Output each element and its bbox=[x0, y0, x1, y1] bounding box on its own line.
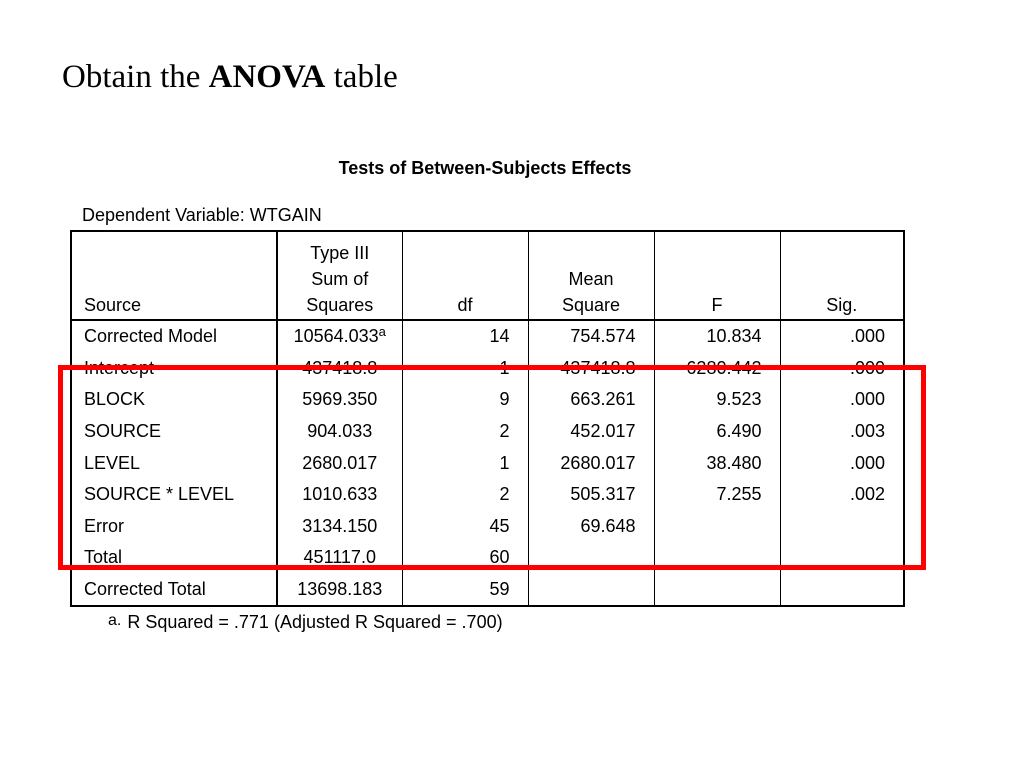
cell-sum-of-squares bbox=[277, 447, 402, 479]
cell-sig-value: .000 bbox=[849, 326, 885, 347]
cell-mean-square bbox=[528, 479, 654, 511]
cell-df-value: 2 bbox=[499, 484, 510, 505]
cell-mean-square bbox=[528, 511, 654, 543]
cell-source bbox=[71, 542, 277, 574]
cell-sig bbox=[780, 320, 904, 353]
cell-sig bbox=[780, 353, 904, 385]
cell-f-value: 6.490 bbox=[716, 421, 762, 442]
cell-sig bbox=[780, 574, 904, 607]
cell-mean-square bbox=[528, 320, 654, 353]
anova-table bbox=[70, 230, 905, 607]
cell-source bbox=[71, 447, 277, 479]
cell-source-value: Intercept bbox=[84, 357, 155, 378]
cell-mean-square-value: 663.261 bbox=[570, 389, 636, 410]
cell-sig-value: .002 bbox=[849, 484, 885, 505]
cell-f bbox=[654, 353, 780, 385]
cell-source-value: Corrected Total bbox=[84, 579, 206, 600]
cell-sum-of-squares bbox=[277, 542, 402, 574]
header-source: Source bbox=[71, 231, 277, 320]
cell-sum-of-squares bbox=[277, 416, 402, 448]
cell-f bbox=[654, 511, 780, 543]
cell-df-value: 45 bbox=[489, 515, 510, 536]
footnote-reference: a bbox=[378, 324, 386, 340]
cell-source-value: BLOCK bbox=[84, 389, 146, 410]
cell-sum-of-squares-value: 2680.017 bbox=[302, 452, 378, 473]
cell-df bbox=[402, 384, 528, 416]
cell-df-value: 1 bbox=[499, 357, 510, 378]
cell-df bbox=[402, 479, 528, 511]
cell-sig bbox=[780, 416, 904, 448]
cell-f bbox=[654, 542, 780, 574]
cell-df-value: 2 bbox=[499, 421, 510, 442]
slide-title-prefix: Obtain the bbox=[62, 59, 209, 95]
cell-mean-square-value: 437418.8 bbox=[560, 357, 636, 378]
cell-df bbox=[402, 542, 528, 574]
table-row bbox=[71, 479, 904, 511]
cell-sig bbox=[780, 384, 904, 416]
cell-df bbox=[402, 511, 528, 543]
cell-df-value: 1 bbox=[499, 452, 510, 473]
cell-mean-square bbox=[528, 447, 654, 479]
cell-source bbox=[71, 574, 277, 607]
cell-sig-value: .000 bbox=[849, 357, 885, 378]
cell-sig-value: .003 bbox=[849, 421, 885, 442]
cell-source-value: Error bbox=[84, 515, 124, 536]
cell-df-value: 59 bbox=[489, 579, 510, 600]
cell-df bbox=[402, 574, 528, 607]
cell-sum-of-squares-value: 10564.033 bbox=[293, 326, 379, 347]
cell-source-value: SOURCE * LEVEL bbox=[84, 484, 235, 505]
header-ss-line3: Squares bbox=[306, 295, 374, 315]
cell-sum-of-squares bbox=[277, 384, 402, 416]
cell-f-value: 9.523 bbox=[716, 389, 762, 410]
cell-mean-square bbox=[528, 416, 654, 448]
cell-mean-square bbox=[528, 353, 654, 385]
cell-sum-of-squares-value: 904.033 bbox=[307, 421, 373, 442]
table-footnote bbox=[108, 612, 503, 633]
header-f: F bbox=[654, 231, 780, 320]
cell-df-value: 14 bbox=[489, 326, 510, 347]
cell-df bbox=[402, 353, 528, 385]
dependent-variable-label: Dependent Variable: WTGAIN bbox=[82, 205, 322, 225]
cell-f-value: 38.480 bbox=[706, 452, 762, 473]
cell-source-value: LEVEL bbox=[84, 452, 141, 473]
cell-mean-square bbox=[528, 542, 654, 574]
table-row bbox=[71, 574, 904, 607]
cell-mean-square-value: 505.317 bbox=[570, 484, 636, 505]
cell-sum-of-squares bbox=[277, 479, 402, 511]
cell-mean-square-value: 754.574 bbox=[570, 326, 636, 347]
table-title: Tests of Between-Subjects Effects bbox=[338, 158, 632, 178]
cell-mean-square bbox=[528, 384, 654, 416]
cell-source-value: Total bbox=[84, 547, 123, 568]
cell-sum-of-squares-value: 437418.8 bbox=[302, 357, 378, 378]
cell-source bbox=[71, 479, 277, 511]
cell-f-value: 10.834 bbox=[706, 326, 762, 347]
cell-sum-of-squares bbox=[277, 574, 402, 607]
header-ss-line2: Sum of bbox=[311, 269, 369, 289]
header-df: df bbox=[402, 231, 528, 320]
cell-df bbox=[402, 320, 528, 353]
cell-mean-square-value: 452.017 bbox=[570, 421, 636, 442]
cell-sum-of-squares-value: 451117.0 bbox=[303, 547, 376, 568]
cell-f bbox=[654, 574, 780, 607]
cell-f-value: 6280.442 bbox=[686, 357, 762, 378]
cell-source bbox=[71, 384, 277, 416]
header-ss-line1: Type III bbox=[310, 243, 370, 263]
slide-title-suffix: table bbox=[325, 59, 398, 95]
cell-sig bbox=[780, 542, 904, 574]
cell-source bbox=[71, 511, 277, 543]
cell-df bbox=[402, 447, 528, 479]
cell-mean-square bbox=[528, 574, 654, 607]
cell-sum-of-squares-value: 5969.350 bbox=[302, 389, 378, 410]
header-mean-square bbox=[528, 231, 654, 320]
cell-df bbox=[402, 416, 528, 448]
cell-mean-square-value: 69.648 bbox=[580, 515, 636, 536]
slide-title-bold: ANOVA bbox=[208, 59, 326, 95]
cell-mean-square-value: 2680.017 bbox=[560, 452, 636, 473]
cell-sig-value: .000 bbox=[849, 452, 885, 473]
cell-f bbox=[654, 479, 780, 511]
cell-sig bbox=[780, 511, 904, 543]
header-ms-line1: Mean bbox=[568, 269, 614, 289]
table-row bbox=[71, 416, 904, 448]
cell-df-value: 9 bbox=[499, 389, 510, 410]
cell-f bbox=[654, 320, 780, 353]
cell-sum-of-squares bbox=[277, 353, 402, 385]
slide-title bbox=[62, 58, 398, 98]
header-sum-of-squares bbox=[277, 231, 402, 320]
table-row bbox=[71, 320, 904, 353]
cell-f-value: 7.255 bbox=[716, 484, 762, 505]
cell-sum-of-squares-value: 1010.633 bbox=[302, 484, 378, 505]
table-row bbox=[71, 384, 904, 416]
table-header-row bbox=[71, 231, 904, 320]
table-row bbox=[71, 447, 904, 479]
cell-source bbox=[71, 353, 277, 385]
cell-f bbox=[654, 384, 780, 416]
footnote-text: R Squared = .771 (Adjusted R Squared = .700) bbox=[127, 612, 503, 632]
table-row bbox=[71, 353, 904, 385]
cell-sig bbox=[780, 447, 904, 479]
cell-sig bbox=[780, 479, 904, 511]
cell-source bbox=[71, 416, 277, 448]
cell-df-value: 60 bbox=[489, 547, 510, 568]
cell-sum-of-squares bbox=[277, 320, 402, 353]
cell-source-value: SOURCE bbox=[84, 421, 162, 442]
cell-sum-of-squares bbox=[277, 511, 402, 543]
footnote-mark: a. bbox=[108, 612, 122, 629]
cell-sum-of-squares-value: 3134.150 bbox=[302, 515, 378, 536]
cell-source-value: Corrected Model bbox=[84, 326, 218, 347]
table-row bbox=[71, 511, 904, 543]
table-row bbox=[71, 542, 904, 574]
cell-f bbox=[654, 416, 780, 448]
header-ms-line2: Square bbox=[561, 295, 621, 315]
header-sig: Sig. bbox=[780, 231, 904, 320]
cell-f bbox=[654, 447, 780, 479]
cell-sum-of-squares-value: 13698.183 bbox=[297, 579, 383, 600]
cell-source bbox=[71, 320, 277, 353]
cell-sig-value: .000 bbox=[849, 389, 885, 410]
